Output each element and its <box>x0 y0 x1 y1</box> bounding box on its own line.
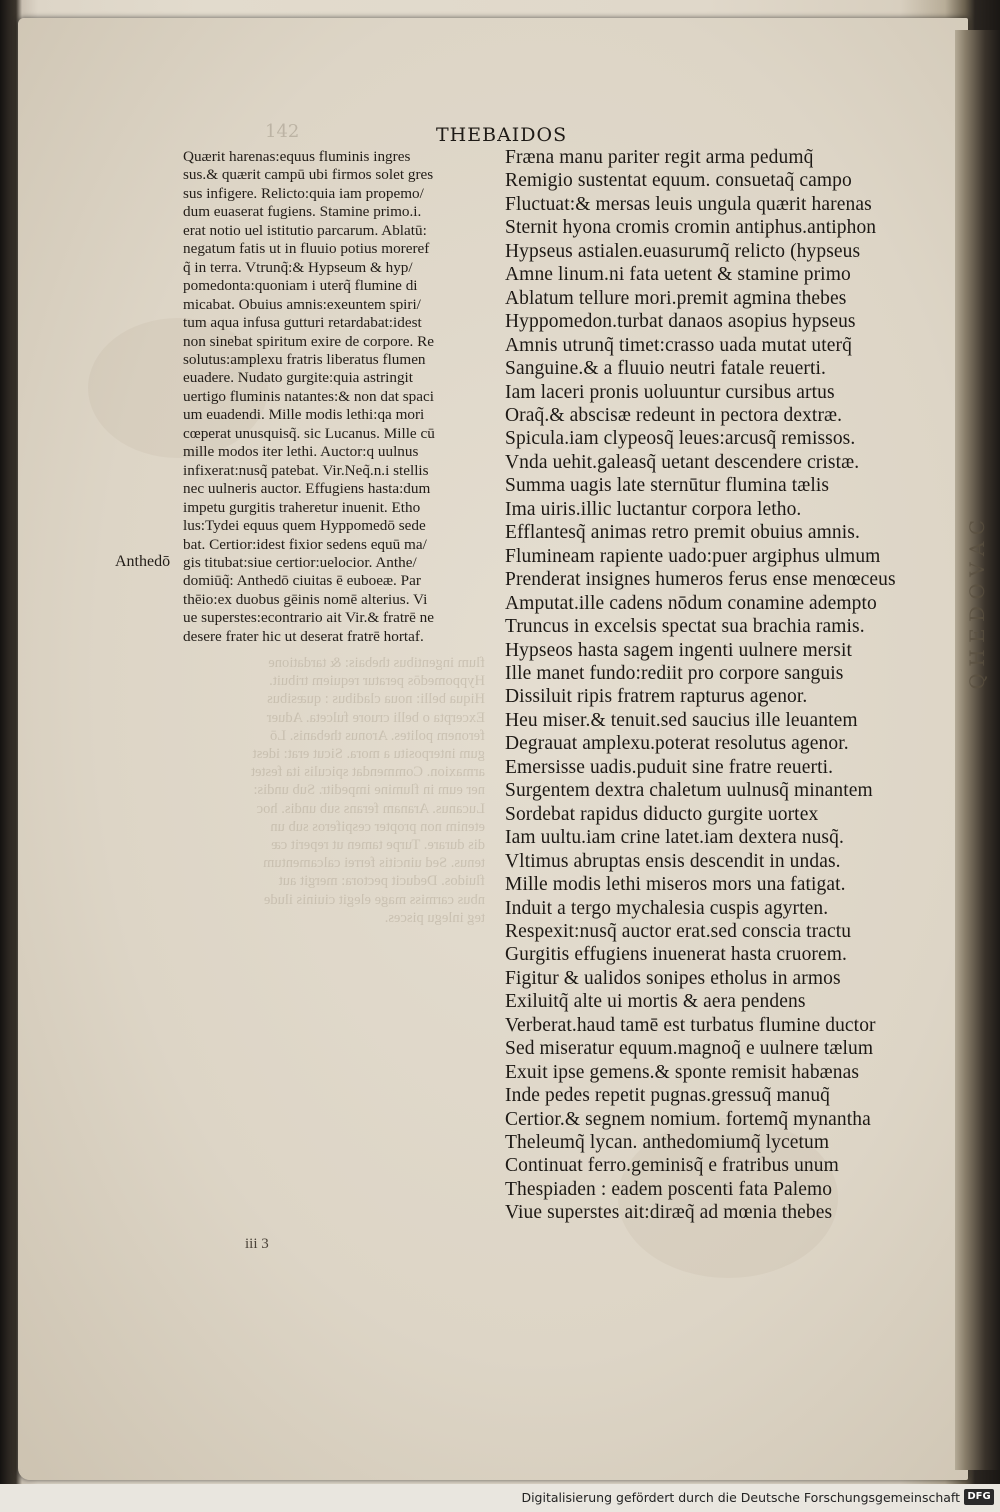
verse-line: Ablatum tellure mori.premit agmina thebes <box>505 287 847 309</box>
verse-line: Fræna manu pariter regit arma pedumq̃ <box>505 147 814 168</box>
verse-line: Vltimus abruptas ensis descendit in undas. <box>505 850 841 872</box>
verse-line: Respexit:nusq̃ auctor erat.sed conscia tractu <box>505 920 852 942</box>
verse-line: Gurgitis effugiens inuenerat hasta cruorem. <box>505 944 848 966</box>
verse-line: Summa uagis late sternūtur flumina tælis <box>505 475 830 497</box>
showthrough-line: nbus carmiss mage elegit ciuinis ilude <box>263 891 485 908</box>
verse-line: Sternit hyona cromis cromin antiphus.antiphon <box>505 217 877 239</box>
margin-note: Anthedō <box>115 553 171 570</box>
verse-line: Sed miseratur equum.magnoq̃ e uulnere tælum <box>505 1038 874 1060</box>
verse-line: Ima uiris.illic luctantur corpora letho. <box>505 498 802 520</box>
verse-line: Remigio sustentat equum. consuetaq̃ campo <box>505 170 852 192</box>
commentary-line: uertigo fluminis natantes:& non dat spaci <box>183 387 434 405</box>
commentary-line: ue superstes:econtrario ait Vir.& fratrē ne <box>183 609 434 627</box>
commentary-line: non sinebat spiritum exire de corpore. Re <box>183 332 434 350</box>
showthrough-line: feronem polites. Aronus thebanis. Lō <box>269 727 485 744</box>
verse-line: Surgentem dextra chaletum uulnusq̃ minantem <box>505 780 873 802</box>
book-gutter-edge <box>955 30 1000 1470</box>
showthrough-line: Hiqua belli: noua cladibus : quæsibus <box>267 691 485 708</box>
showthrough-line: ner eum in flumine impeditr. Sub undis: <box>253 782 485 799</box>
commentary-line: sus infigere. Relicto:quia iam propemo/ <box>183 184 424 202</box>
verse-line: Heu miser.& tenuit.sed saucius ille leuantem <box>505 709 858 731</box>
verse-column <box>505 146 925 1225</box>
commentary-line: gis titubat:siue certior:uelocior. Anthe/ <box>183 553 417 571</box>
verse-line: Hyppomedon.turbat danaos asopius hypseus <box>505 311 856 333</box>
footer-credit: Digitalisierung gefördert durch die Deutsche Forschungsgemeinschaft <box>521 1490 960 1505</box>
verse-line: Vnda uehit.galeasq̃ uetant descendere cristæ. <box>505 451 860 473</box>
showthrough-line: Hyppomedōs peratur requiem tribuit. <box>269 673 485 690</box>
showthrough-line: dis durare. Turpe tamen ut reperit cæ <box>271 837 485 854</box>
verse-line: Continuat ferro.geminisq̃ e fratribus unum <box>505 1155 839 1177</box>
commentary-line: Quærit harenas:equus fluminis ingres <box>183 148 411 165</box>
verse-line: Hypseus astialen.euasurumq̃ relicto (hypseus <box>505 240 861 262</box>
verse-line: Prenderat insignes humeros ferus ense menœceus <box>505 569 896 591</box>
commentary-line: nec uulneris auctor. Effugiens hasta:dum <box>183 480 431 498</box>
commentary-column <box>183 148 488 646</box>
showthrough-line: gum interpositu a mora. Sicut erat: idest <box>252 746 485 763</box>
verse-line: Oraq̃.& abscisæ redeunt in pectora dextræ. <box>505 404 843 426</box>
adjacent-page-bleed: Q H E D O V A C <box>965 520 989 690</box>
verse-line: Fluctuat:& mersas leuis ungula quærit harenas <box>505 193 872 215</box>
verse-line: Ille manet fundo:rediit pro corpore sanguis <box>505 662 844 684</box>
verse-line: Iam laceri pronis uoluuntur cursibus artus <box>505 381 835 403</box>
signature-mark: iii 3 <box>245 1236 269 1252</box>
commentary-line: cœperat unusquisq̃. sic Lucanus. Mille cū <box>183 424 435 442</box>
showthrough-line: armaxion. Commendat spiculis ita festet <box>251 764 485 781</box>
showthrough-line: Lucanus. Aranam ferans sub undis. hoc <box>256 800 485 817</box>
verse-line: Sanguine.& a fluuio neutri fatale reuerti. <box>505 358 826 380</box>
commentary-line: desere frater hic ut deserat fratrē hortaf. <box>183 627 424 645</box>
commentary-line: domiūq̃: Anthedō ciuitas ē euboeæ. Par <box>183 572 421 590</box>
verse-line: Thespiaden : eadem poscenti fata Palemo <box>505 1178 833 1200</box>
verse-line: Spicula.iam clypeosq̃ leues:arcusq̃ remissos. <box>505 428 856 450</box>
showthrough-line: Excerpta o belli cruore fulceta. Aduer <box>266 709 485 726</box>
commentary-line: dum euaserat fugiens. Stamine primo.i. <box>183 203 422 221</box>
verse-line: Sordebat rapidus diducto gurgite uortex <box>505 803 819 825</box>
showthrough-text <box>185 654 485 927</box>
dfg-logo: DFG <box>964 1489 994 1505</box>
verse-line: Amne linum.ni fata uetent & stamine primo <box>505 264 851 286</box>
commentary-line: infixerat:nusq̃ patebat. Vir.Neq̃.n.i stellis <box>183 461 429 479</box>
commentary-line: pomedonta:quoniam i uterq̃ flumine di <box>183 277 418 295</box>
verse-line: Iam uultu.iam crine latet.iam dextera nusq̃. <box>505 827 844 849</box>
commentary-line: tum aqua infusa gutturi retardabat:idest <box>183 314 422 332</box>
verse-line: Mille modis lethi miseros mors una fatigat. <box>505 874 846 896</box>
commentary-line: mille modos iter lethi. Auctor:q uulnus <box>183 443 419 461</box>
verse-line: Exiluitq̃ alte ui mortis & aera pendens <box>505 991 806 1013</box>
verse-line: Theleumq̃ lycan. anthedomiumq̃ lycetum <box>505 1132 830 1154</box>
verse-line: Amnis utrunq̃ timet:crasso uada mutat uterq̃ <box>505 334 853 356</box>
verse-line: Amputat.ille cadens nōdum conamine adempto <box>505 592 877 614</box>
commentary-line: q̃ in terra. Vtrunq̃:& Hypseum & hyp/ <box>183 258 413 276</box>
commentary-line: lus:Tydei equus quem Hyppomedō sede <box>183 517 426 535</box>
verse-line: Dissiluit ripis fratrem rapturus agenor. <box>505 686 808 708</box>
verse-line: Verberat.haud tamē est turbatus flumine ductor <box>505 1014 876 1036</box>
commentary-line: euadere. Nudato gurgite:quia astringit <box>183 369 413 387</box>
verse-line: Truncus in excelsis spectat sua brachia ramis. <box>505 616 865 638</box>
verse-line: Degrauat amplexu.poterat resolutus agenor. <box>505 733 849 755</box>
commentary-line: bat. Certior:idest fixior sedens equū ma/ <box>183 535 427 553</box>
commentary-line: sus.& quærit campū ubi firmos solet gres <box>183 166 434 184</box>
verse-line: Inde pedes repetit pugnas.gressuq̃ manuq̃ <box>505 1085 831 1107</box>
commentary-line: thēio:ex duobus gēinis nomē alterius. Vi <box>183 590 428 608</box>
commentary-line: solutus:amplexu fratris liberatus flumen <box>183 350 426 368</box>
showthrough-line: fluidos. Deducit pectora: mergit aut <box>278 873 485 890</box>
commentary-line: impetu gurgitis traheretur inuenit. Etho <box>183 498 421 516</box>
commentary-line: erat notio uel istitutio parcarum. Ablatū: <box>183 221 427 239</box>
commentary-line: micabat. Obuius amnis:exeuntem spiri/ <box>183 295 421 313</box>
verse-line: Efflantesq̃ animas retro premit obuius amnis. <box>505 522 860 544</box>
commentary-line: um euadendi. Mille modis lethi:qa mori <box>183 406 425 424</box>
verse-line: Viue superstes ait:diræq̃ ad mœnia thebes <box>505 1202 833 1224</box>
showthrough-line: etenim non propter cespiferos sub un <box>270 818 485 835</box>
showthrough-line: flum ingentibus thebais: & tardatione <box>268 655 485 671</box>
verse-line: Emersisse uadis.puduit sine fratre reuerti. <box>505 756 834 778</box>
commentary-line: negatum fatis ut in fluuio potius moreref <box>183 240 430 258</box>
verse-line: Figitur & ualidos sonipes etholus in armos <box>505 967 841 989</box>
verse-line: Induit a tergo mychalesia cuspis agyrten. <box>505 897 829 919</box>
verse-line: Flumineam rapiente uado:puer argiphus ulmum <box>505 545 881 567</box>
verse-line: Certior.& segnem nomium. fortemq̃ mynantha <box>505 1108 871 1130</box>
running-head: THEBAIDOS <box>436 124 568 146</box>
showthrough-line: teg inlegu pisces. <box>384 909 485 926</box>
verse-line: Exuit ipse gemens.& sponte remisit habænas <box>505 1061 860 1083</box>
folio-number: 142 <box>265 121 300 142</box>
verse-line: Hypseos hasta sagem ingenti uulnere mersit <box>505 639 852 661</box>
showthrough-line: tenus. Sed uincitis ferrei calcamentum <box>263 855 485 872</box>
